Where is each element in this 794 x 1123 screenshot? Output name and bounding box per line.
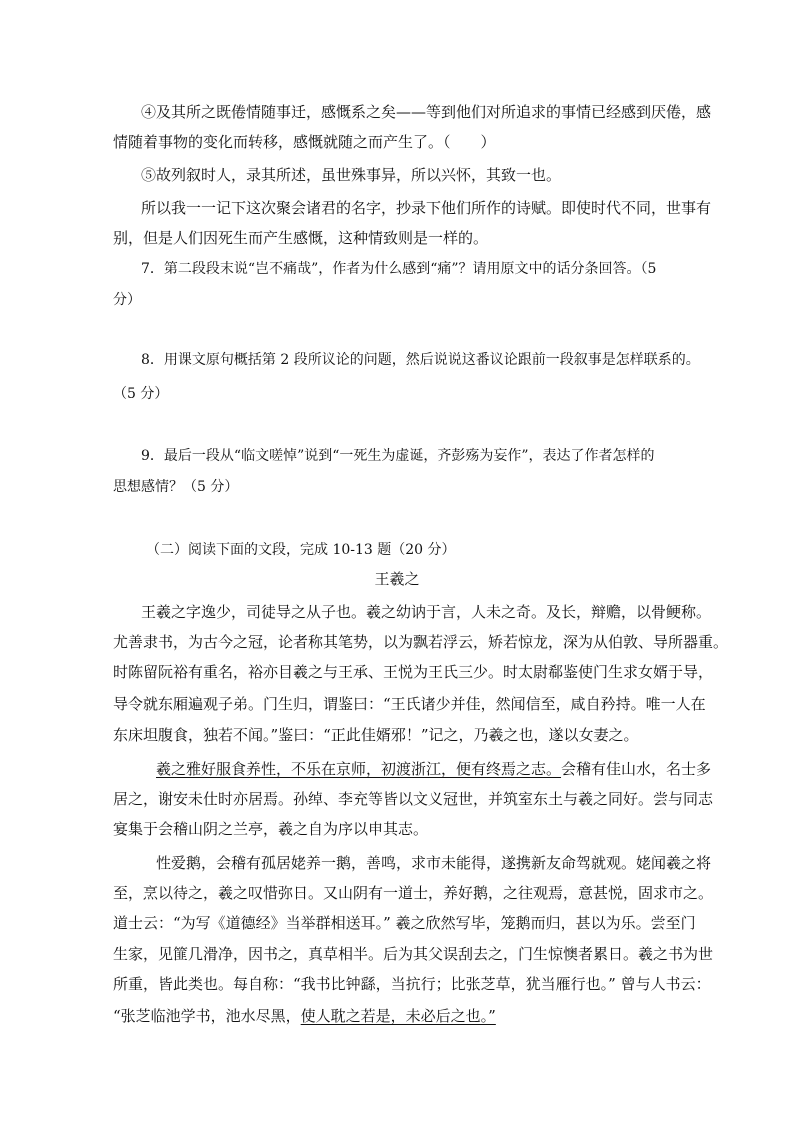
- para-3-line-3: 道士云：“为写《道德经》当举群相送耳。” 羲之欣然写毕，笼鹅而归，甚以为乐。尝至门: [113, 914, 696, 932]
- para-3-line-6: [113, 1006, 496, 1026]
- translation-4-line-1: ④及其所之既倦情随事迁，感慨系之矣——等到他们对所追求的事情已经感到厌倦，感: [141, 103, 712, 121]
- translation-5-line-2: 别，但是人们因死生而产生感慨，这种情致则是一样的。: [113, 229, 489, 247]
- question-7-line-1: 7．第二段段末说“岂不痛哉”，作者为什么感到“痛”？请用原文中的话分条回答。（5: [141, 261, 657, 277]
- question-8-line-2: （5 分）: [113, 386, 169, 402]
- para-2-line-2: 居之，谢安未仕时亦居焉。孙绰、李充等皆以文义冠世，并筑室东土与羲之同好。尝与同志: [113, 790, 714, 808]
- para-1-line-2: 尤善隶书，为古今之冠，论者称其笔势，以为飘若浮云，矫若惊龙，深为从伯敦、导所器重。: [113, 633, 729, 651]
- passage-title: 王羲之: [374, 570, 420, 588]
- underlined-sentence: 羲之雅好服食养性，不乐在京师，初渡浙江，便有终焉之志。: [156, 760, 562, 778]
- question-9-line-2: 思想感情？（5 分）: [113, 479, 239, 495]
- para-1-line-5: 东床坦腹食，独若不闻。”鉴曰：“正此佳婿邪！”记之，乃羲之也，遂以女妻之。: [113, 726, 639, 744]
- para-1-line-1: 王羲之字逸少，司徒导之从子也。羲之幼讷于言，人未之奇。及长，辩赡，以骨鲠称。: [141, 603, 712, 621]
- question-9-line-1: 9．最后一段从“临文嗟悼”说到“一死生为虚诞，齐彭殇为妄作”，表达了作者怎样的: [141, 448, 655, 464]
- para-3-line-4: 生家，见篚几滑净，因书之，真草相半。后为其父误刮去之，门生惊懊者累日。羲之书为世: [113, 945, 714, 963]
- question-7-line-2: 分）: [113, 292, 141, 308]
- sentence-5: ⑤故列叙时人，录其所述，虽世殊事异，所以兴怀，其致一也。: [141, 166, 562, 184]
- translation-5-line-1: 所以我一一记下这次聚会诸君的名字，抄录下他们所作的诗赋。即使时代不同，世事有: [141, 199, 712, 217]
- para-2-line-3: 宴集于会稽山阴之兰亭，羲之自为序以申其志。: [113, 820, 429, 838]
- section-2-heading: （二）阅读下面的文段，完成 10-13 题（20 分）: [146, 542, 456, 558]
- underlined-quote: 使人耽之若是，未必后之也。”: [300, 1007, 496, 1025]
- para-3-line-2: 至，烹以待之，羲之叹惜弥日。又山阴有一道士，养好鹅，之往观焉，意甚悦，固求市之。: [113, 884, 714, 902]
- para-3-line-1: 性爱鹅，会稽有孤居姥养一鹅，善鸣，求市未能得，遂携新友命驾就观。姥闻羲之将: [156, 854, 712, 872]
- translation-4-line-2: 情随着事物的变化而转移，感慨就随之而产生了。（ ）: [113, 133, 496, 151]
- para-3-line-5: 所重，皆此类也。每自称：“我书比钟繇，当抗行；比张芝草，犹当雁行也。” 曾与人书云：: [113, 975, 711, 993]
- para-2-line-1: [156, 759, 711, 779]
- para-2-line-1-rest: 会稽有佳山水，名士多: [561, 760, 712, 778]
- question-8-line-1: 8．用课文原句概括第 2 段所议论的问题，然后说说这番议论跟前一段叙事是怎样联系的。: [141, 352, 700, 368]
- para-1-line-4: 导令就东厢遍观子弟。门生归，谓鉴曰：“王氏诸少并佳，然闻信至，咸自矜持。唯一人在: [113, 695, 706, 713]
- para-3-line-6-plain: “张芝临池学书，池水尽黑，: [113, 1007, 301, 1025]
- para-1-line-3: 时陈留阮裕有重名，裕亦目羲之与王承、王悦为王氏三少。时太尉郗鉴使门生求女婿于导，: [113, 663, 714, 681]
